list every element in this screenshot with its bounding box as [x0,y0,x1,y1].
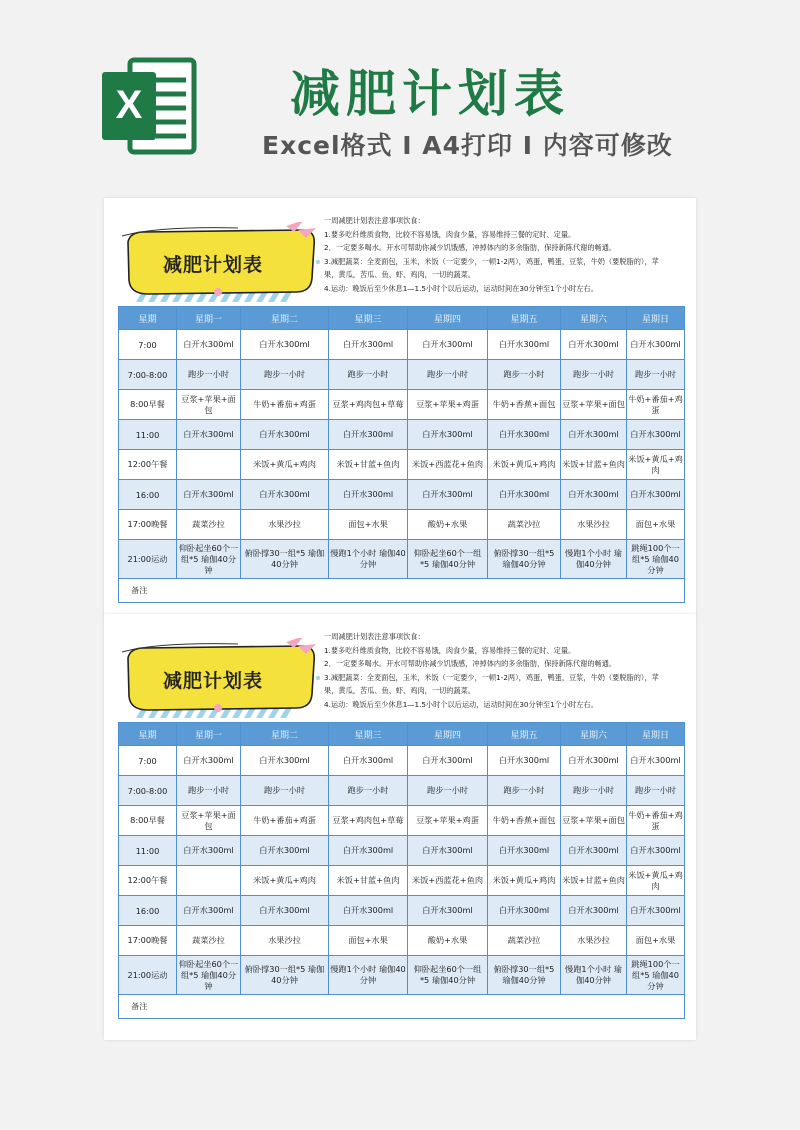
table-row [119,330,685,360]
table-cell[interactable]: 白开水300ml [329,836,408,866]
table-cell[interactable]: 白开水300ml [627,420,685,450]
table-cell[interactable]: 白开水300ml [488,896,561,926]
column-header: 星期四 [408,723,488,746]
column-header: 星期三 [329,723,408,746]
time-cell[interactable]: 16:00 [119,896,177,926]
note-line: 3.减肥蔬菜：全麦面包，玉米，米饭（一定要少，一顿1-2两），鸡蛋，鸭蛋，豆浆，牛奶（要脱脂的），苹 [324,672,659,682]
table-cell[interactable]: 豆浆+苹果+面包 [177,806,241,836]
table-cell[interactable]: 米饭+黄瓜+鸡肉 [241,866,329,896]
time-cell[interactable]: 7:00 [119,330,177,360]
time-cell[interactable]: 17:00晚餐 [119,926,177,956]
time-cell[interactable]: 11:00 [119,420,177,450]
column-header: 星期日 [627,307,685,330]
table-cell[interactable]: 慢跑1个小时 瑜伽40分钟 [561,956,627,995]
note-line: 1.要多吃纤维质食物，比较不容易饿，肉食少量，容易维持三餐的定时、定量。 [324,229,576,239]
table-cell[interactable]: 白开水300ml [177,896,241,926]
table-cell[interactable]: 白开水300ml [627,330,685,360]
table-cell[interactable]: 白开水300ml [627,746,685,776]
table-cell[interactable]: 白开水300ml [627,896,685,926]
column-header: 星期五 [488,723,561,746]
table-cell[interactable]: 慢跑1个小时 瑜伽40分钟 [329,540,408,579]
table-cell[interactable]: 白开水300ml [241,330,329,360]
table-cell[interactable]: 豆浆+苹果+鸡蛋 [408,806,488,836]
excel-logo-icon [100,54,198,158]
table-cell[interactable]: 白开水300ml [627,836,685,866]
remark-cell[interactable]: 备注 [119,995,685,1019]
time-cell[interactable]: 8:00早餐 [119,390,177,420]
table-cell[interactable] [177,866,241,896]
badge-title: 减肥计划表 [163,670,264,692]
table-cell[interactable]: 白开水300ml [561,836,627,866]
table-cell[interactable]: 白开水300ml [241,896,329,926]
note-line: 一周减肥计划表注意事项饮食： [324,216,425,225]
table-cell[interactable]: 水果沙拉 [241,926,329,956]
note-line: 果，黄瓜，苦瓜、鱼、虾、鸡肉，一切的蔬菜。 [324,686,475,695]
note-line: 2．一定要多喝水。开水可帮助你减少饥饿感，冲掉体内的多余脂肪，保持新陈代谢的畅通。 [324,659,617,668]
table-row [119,360,685,390]
table-row [119,420,685,450]
table-cell[interactable]: 米饭+西蓝花+鱼肉 [408,450,488,480]
svg-text:X: X [115,83,143,127]
table-cell[interactable]: 慢跑1个小时 瑜伽40分钟 [329,956,408,995]
table-row [119,480,685,510]
table-cell[interactable]: 跑步一小时 [561,360,627,390]
table-cell[interactable]: 白开水300ml [561,746,627,776]
table-cell[interactable] [177,450,241,480]
table-cell[interactable]: 白开水300ml [561,420,627,450]
table-header-row [119,307,685,330]
table-cell[interactable]: 面包+水果 [329,926,408,956]
table-cell[interactable]: 跑步一小时 [329,776,408,806]
column-header: 星期 [119,307,177,330]
time-cell[interactable]: 16:00 [119,480,177,510]
table-cell[interactable]: 白开水300ml [561,896,627,926]
table-cell[interactable]: 白开水300ml [627,480,685,510]
table-cell[interactable]: 白开水300ml [329,480,408,510]
table-cell[interactable]: 水果沙拉 [561,926,627,956]
table-cell[interactable]: 面包+水果 [627,510,685,540]
table-cell[interactable]: 米饭+甘蓝+鱼肉 [329,450,408,480]
remark-row [119,579,685,603]
table-cell[interactable]: 跑步一小时 [241,360,329,390]
column-header: 星期三 [329,307,408,330]
table-cell[interactable]: 白开水300ml [488,480,561,510]
table-cell[interactable]: 白开水300ml [561,330,627,360]
table-cell[interactable]: 俯卧撑30一组*5 瑜伽40分钟 [241,956,329,995]
table-cell[interactable]: 水果沙拉 [241,510,329,540]
note-line: 一周减肥计划表注意事项饮食： [324,632,425,641]
table-cell[interactable]: 米饭+黄瓜+鸡肉 [488,450,561,480]
table-cell[interactable]: 牛奶+香蕉+面包 [488,390,561,420]
table-cell[interactable]: 牛奶+番茄+鸡蛋 [241,806,329,836]
plan-sheet-2 [104,614,696,1040]
time-cell[interactable]: 12:00午餐 [119,450,177,480]
plan-table [118,722,685,1019]
table-cell[interactable]: 跑步一小时 [329,360,408,390]
time-cell[interactable]: 8:00早餐 [119,806,177,836]
table-cell[interactable]: 跑步一小时 [177,776,241,806]
table-cell[interactable]: 豆浆+苹果+鸡蛋 [408,390,488,420]
table-cell[interactable]: 酸奶+水果 [408,926,488,956]
table-cell[interactable]: 豆浆+苹果+面包 [177,390,241,420]
note-line: 1.要多吃纤维质食物，比较不容易饿，肉食少量，容易维持三餐的定时、定量。 [324,645,576,655]
table-cell[interactable]: 面包+水果 [329,510,408,540]
column-header: 星期一 [177,307,241,330]
table-cell[interactable]: 蔬菜沙拉 [488,926,561,956]
table-cell[interactable]: 跳绳100个一组*5 瑜伽40分钟 [627,540,685,579]
table-cell[interactable]: 酸奶+水果 [408,510,488,540]
table-cell[interactable]: 白开水300ml [177,420,241,450]
table-cell[interactable]: 白开水300ml [329,420,408,450]
table-cell[interactable]: 白开水300ml [408,480,488,510]
table-cell[interactable]: 米饭+黄瓜+鸡肉 [627,866,685,896]
table-cell[interactable]: 蔬菜沙拉 [488,510,561,540]
table-cell[interactable]: 面包+水果 [627,926,685,956]
table-cell[interactable]: 白开水300ml [408,836,488,866]
table-cell[interactable]: 豆浆+鸡肉包+草莓 [329,806,408,836]
table-row [119,836,685,866]
table-cell[interactable]: 豆浆+鸡肉包+草莓 [329,390,408,420]
time-cell[interactable]: 21:00运动 [119,540,177,579]
table-cell[interactable]: 白开水300ml [488,420,561,450]
table-cell[interactable]: 白开水300ml [408,896,488,926]
table-cell[interactable]: 俯卧撑30一组*5 瑜伽40分钟 [488,540,561,579]
badge-title: 减肥计划表 [163,254,264,276]
table-cell[interactable]: 蔬菜沙拉 [177,926,241,956]
table-cell[interactable]: 米饭+甘蓝+鱼肉 [561,450,627,480]
column-header: 星期五 [488,307,561,330]
table-cell[interactable]: 白开水300ml [329,896,408,926]
table-cell[interactable]: 跳绳100个一组*5 瑜伽40分钟 [627,956,685,995]
plan-sheet-1 [104,198,696,616]
table-cell[interactable]: 米饭+甘蓝+鱼肉 [329,866,408,896]
table-cell[interactable]: 白开水300ml [488,836,561,866]
table-cell[interactable]: 白开水300ml [177,836,241,866]
table-row [119,866,685,896]
table-cell[interactable]: 白开水300ml [408,746,488,776]
time-cell[interactable]: 17:00晚餐 [119,510,177,540]
time-cell[interactable]: 11:00 [119,836,177,866]
note-line: 果，黄瓜，苦瓜、鱼、虾、鸡肉，一切的蔬菜。 [324,270,475,279]
plan-table [118,306,685,603]
table-row [119,746,685,776]
sheet-header [118,630,684,722]
table-cell[interactable]: 俯卧撑30一组*5 瑜伽40分钟 [241,540,329,579]
table-row [119,510,685,540]
table-cell[interactable]: 跑步一小时 [627,360,685,390]
table-cell[interactable]: 豆浆+苹果+面包 [561,390,627,420]
table-cell[interactable]: 跑步一小时 [488,360,561,390]
column-header: 星期二 [241,723,329,746]
table-row [119,390,685,420]
table-cell[interactable]: 仰卧起坐60个一组*5 瑜伽40分钟 [177,956,241,995]
table-row [119,450,685,480]
table-cell[interactable]: 米饭+甘蓝+鱼肉 [561,866,627,896]
table-cell[interactable]: 俯卧撑30一组*5 瑜伽40分钟 [488,956,561,995]
time-cell[interactable]: 7:00 [119,746,177,776]
table-cell[interactable]: 白开水300ml [329,330,408,360]
table-cell[interactable]: 白开水300ml [408,330,488,360]
table-cell[interactable]: 白开水300ml [241,420,329,450]
table-cell[interactable]: 白开水300ml [241,746,329,776]
table-header-row [119,723,685,746]
table-row [119,806,685,836]
table-cell[interactable]: 仰卧起坐60个一组*5 瑜伽40分钟 [177,540,241,579]
table-cell[interactable]: 牛奶+香蕉+面包 [488,806,561,836]
table-cell[interactable]: 牛奶+番茄+鸡蛋 [627,806,685,836]
column-header: 星期四 [408,307,488,330]
table-row [119,540,685,579]
table-cell[interactable]: 白开水300ml [561,480,627,510]
table-cell[interactable]: 白开水300ml [241,836,329,866]
table-cell[interactable]: 白开水300ml [177,330,241,360]
table-row [119,956,685,995]
plan-block [118,214,684,603]
note-line: 4.运动：晚饭后至少休息1—1.5小时个以后运动，运动时间在30分钟至1个小时左右。 [324,699,598,709]
table-cell[interactable]: 仰卧起坐60个一组*5 瑜伽40分钟 [408,956,488,995]
plan-block [118,630,684,1019]
time-cell[interactable]: 7:00-8:00 [119,776,177,806]
note-line: 2．一定要多喝水。开水可帮助你减少饥饿感，冲掉体内的多余脂肪，保持新陈代谢的畅通。 [324,243,617,252]
note-line: 3.减肥蔬菜：全麦面包，玉米，米饭（一定要少，一顿1-2两），鸡蛋，鸭蛋，豆浆，牛奶（要脱脂的），苹 [324,256,659,266]
table-cell[interactable]: 牛奶+番茄+鸡蛋 [241,390,329,420]
notes-list [324,630,684,711]
table-cell[interactable]: 白开水300ml [488,746,561,776]
note-line: 4.运动：晚饭后至少休息1—1.5小时个以后运动，运动时间在30分钟至1个小时左右。 [324,283,598,293]
table-cell[interactable]: 水果沙拉 [561,510,627,540]
remark-row [119,995,685,1019]
table-cell[interactable]: 蔬菜沙拉 [177,510,241,540]
table-row [119,896,685,926]
column-header: 星期二 [241,307,329,330]
table-cell[interactable]: 跑步一小时 [408,776,488,806]
table-cell[interactable]: 白开水300ml [408,420,488,450]
column-header: 星期日 [627,723,685,746]
sheet-header [118,214,684,306]
table-row [119,926,685,956]
table-cell[interactable]: 白开水300ml [241,480,329,510]
table-cell[interactable]: 跑步一小时 [408,360,488,390]
table-row [119,776,685,806]
time-cell[interactable]: 7:00-8:00 [119,360,177,390]
table-cell[interactable]: 米饭+西蓝花+鱼肉 [408,866,488,896]
table-cell[interactable]: 跑步一小时 [488,776,561,806]
column-header: 星期 [119,723,177,746]
table-cell[interactable]: 米饭+黄瓜+鸡肉 [627,450,685,480]
table-cell[interactable]: 白开水300ml [488,330,561,360]
remark-cell[interactable]: 备注 [119,579,685,603]
table-cell[interactable]: 跑步一小时 [177,360,241,390]
table-cell[interactable]: 仰卧起坐60个一组*5 瑜伽40分钟 [408,540,488,579]
table-cell[interactable]: 豆浆+苹果+面包 [561,806,627,836]
table-cell[interactable]: 白开水300ml [329,746,408,776]
table-cell[interactable]: 跑步一小时 [241,776,329,806]
table-cell[interactable]: 牛奶+番茄+鸡蛋 [627,390,685,420]
table-cell[interactable]: 跑步一小时 [627,776,685,806]
notes-list [324,214,684,295]
time-cell[interactable]: 21:00运动 [119,956,177,995]
table-cell[interactable]: 米饭+黄瓜+鸡肉 [241,450,329,480]
table-cell[interactable]: 白开水300ml [177,746,241,776]
table-cell[interactable]: 慢跑1个小时 瑜伽40分钟 [561,540,627,579]
time-cell[interactable]: 12:00午餐 [119,866,177,896]
column-header: 星期六 [561,723,627,746]
table-cell[interactable]: 米饭+黄瓜+鸡肉 [488,866,561,896]
table-cell[interactable]: 白开水300ml [177,480,241,510]
banner-title: 减肥计划表 [290,65,570,123]
banner-subtitle: Excel格式 I A4打印 I 内容可修改 [262,131,673,160]
column-header: 星期六 [561,307,627,330]
table-cell[interactable]: 跑步一小时 [561,776,627,806]
column-header: 星期一 [177,723,241,746]
